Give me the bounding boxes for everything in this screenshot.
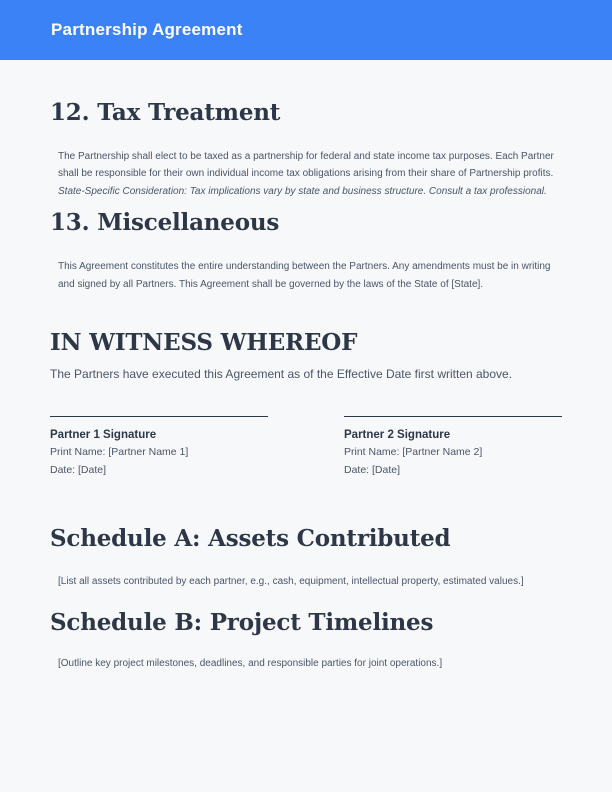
- witness-heading: IN WITNESS WHEREOF: [50, 329, 358, 357]
- paragraph: The Partnership shall elect to be taxed as a partnership for federal and state income tax purposes. Each Partner shall be responsible for their own individual income tax obligations arising from their share of Partnership profits.: [58, 151, 554, 180]
- document-header: [0, 0, 612, 60]
- section-heading-miscellaneous: 13. Miscellaneous: [50, 209, 280, 237]
- schedule-b-body: [50, 655, 562, 672]
- section-heading-tax-treatment: 12. Tax Treatment: [50, 99, 281, 126]
- signature-label: Partner 2 Signature: [344, 428, 451, 441]
- schedule-b-heading: Schedule B: Project Timelines: [50, 608, 434, 636]
- signature-line: [50, 416, 268, 417]
- section-body-miscellaneous: [50, 258, 562, 293]
- witness-text: The Partners have executed this Agreement as of the Effective Date first written above.: [50, 367, 513, 382]
- signature-line: [344, 416, 562, 417]
- signature-date: Date: [Date]: [344, 463, 401, 476]
- paragraph: This Agreement constitutes the entire understanding between the Partners. Any amendments must be in writing and signed by all Partners. This Agreement shall be governed by the laws of the State of [State].: [58, 261, 551, 290]
- document-body: [0, 99, 612, 672]
- signature-column-partner-2: [344, 416, 562, 476]
- section-body-tax-treatment: [50, 148, 562, 200]
- schedule-a-body: [50, 573, 562, 590]
- paragraph: [Outline key project milestones, deadlines, and responsible parties for joint operations.]: [58, 657, 443, 669]
- schedule-a-heading: Schedule A: Assets Contributed: [50, 524, 451, 552]
- signature-label: Partner 1 Signature: [50, 428, 157, 441]
- signature-print-name: Print Name: [Partner Name 1]: [50, 445, 189, 458]
- signature-date: Date: [Date]: [50, 463, 107, 476]
- document-title: Partnership Agreement: [51, 20, 243, 39]
- paragraph: [List all assets contributed by each partner, e.g., cash, equipment, intellectual property, estimated values.]: [58, 575, 524, 587]
- signature-block: [50, 416, 562, 476]
- paragraph-state-specific-note: State-Specific Consideration: Tax implications vary by state and business structure. Consult a tax professional.: [58, 185, 547, 197]
- signature-column-partner-1: [50, 416, 268, 476]
- signature-print-name: Print Name: [Partner Name 2]: [344, 445, 483, 458]
